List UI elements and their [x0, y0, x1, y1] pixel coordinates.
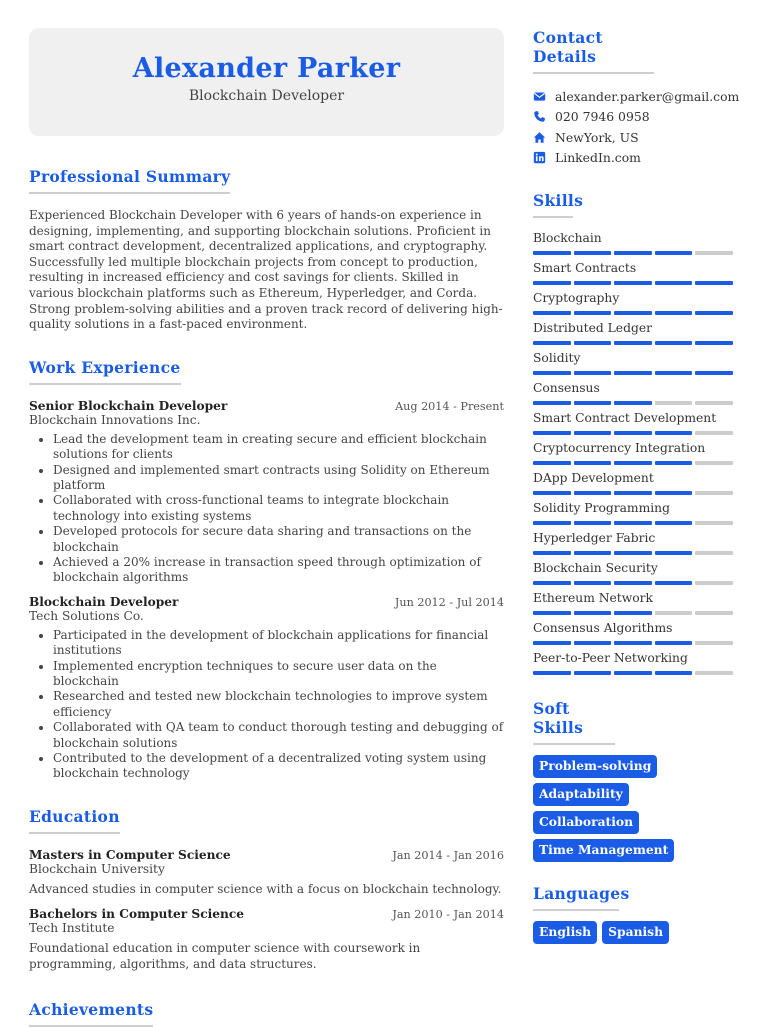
skill-item [533, 590, 738, 620]
language-tag: Spanish [602, 921, 669, 944]
skill-level-segment [695, 341, 733, 345]
skill-level-bar [533, 521, 738, 525]
skill-level-segment [533, 431, 571, 435]
soft-skills-tags [533, 755, 738, 862]
languages-section [533, 884, 738, 944]
skill-level-bar [533, 251, 738, 255]
skill-level-segment [614, 641, 652, 645]
skill-level-segment [574, 371, 612, 375]
skill-level-segment [574, 401, 612, 405]
experience-section [29, 358, 504, 782]
job-bullets [29, 628, 504, 782]
skill-level-segment [695, 251, 733, 255]
skill-level-segment [574, 551, 612, 555]
skill-level-segment [533, 281, 571, 285]
skill-name: Ethereum Network [533, 591, 653, 605]
job-title: Blockchain Developer [29, 594, 179, 609]
education-desc: Foundational education in computer science with coursework in programming, algorithms, and data structures. [29, 941, 421, 972]
summary-title: Professional Summary [29, 167, 230, 194]
achievements-section [29, 1000, 504, 1027]
job-bullet: • Collaborated with cross-functional teams to integrate blockchain technology into existing systems [53, 493, 504, 524]
soft-skill-tag: Time Management [533, 839, 674, 862]
contact-phone[interactable] [533, 107, 738, 128]
job-bullet: • Contributed to the development of a decentralized voting system using blockchain technology [53, 751, 504, 782]
contact-email[interactable] [533, 86, 738, 107]
skill-item [533, 260, 738, 290]
skill-level-segment [574, 251, 612, 255]
contact-email-text: alexander.parker@gmail.com [555, 88, 740, 104]
soft-skill-tag: Collaboration [533, 811, 639, 834]
skill-item [533, 440, 738, 470]
skill-level-segment [574, 461, 612, 465]
skill-level-segment [655, 341, 693, 345]
skill-level-segment [695, 581, 733, 585]
soft-skills-section [533, 699, 738, 862]
languages-title: Languages [533, 884, 619, 911]
skill-level-segment [655, 431, 693, 435]
contact-linkedin[interactable] [533, 148, 738, 169]
skill-level-segment [614, 461, 652, 465]
soft-skill-tag: Adaptability [533, 783, 629, 806]
job-bullet: • Designed and implemented smart contracts using Solidity on Ethereum platform [53, 463, 504, 494]
skill-level-segment [695, 671, 733, 675]
job-bullet: • Researched and tested new blockchain technologies to improve system efficiency [53, 689, 504, 720]
experience-title: Work Experience [29, 358, 181, 385]
sidebar [533, 28, 738, 944]
job-company: Tech Solutions Co. [29, 608, 144, 623]
skill-level-segment [695, 281, 733, 285]
job-bullet: • Achieved a 20% increase in transaction speed through optimization of blockchain algorithms [53, 555, 504, 586]
skill-level-segment [614, 611, 652, 615]
skill-level-bar [533, 671, 738, 675]
soft-skill-tag: Problem-solving [533, 755, 657, 778]
skill-level-segment [655, 581, 693, 585]
skill-level-segment [614, 371, 652, 375]
school: Blockchain University [29, 861, 165, 876]
skill-item [533, 620, 738, 650]
skill-level-segment [655, 311, 693, 315]
home-icon [533, 131, 546, 144]
skill-item [533, 560, 738, 590]
skill-name: Solidity Programming [533, 501, 670, 515]
summary-text: Experienced Blockchain Developer with 6 years of hands-on experience in designing, implementing, and supporting blockchain solutions. Proficient in smart contract development, decentralized applications, and cryptography. Successfully led multiple blockchain projects from concept to production, resulting in increased efficiency and cost savings for clients. Skilled in various blockchain platforms such as Ethereum, Hyperledger, and Corda. Strong problem-solving abilities and a proven track record of delivering high-quality solutions in a fast-paced environment. [29, 208, 503, 332]
skill-level-segment [695, 461, 733, 465]
skill-level-bar [533, 491, 738, 495]
skill-name: Smart Contract Development [533, 411, 717, 425]
skill-level-bar [533, 581, 738, 585]
skill-level-segment [614, 581, 652, 585]
skill-level-segment [533, 641, 571, 645]
skill-level-segment [695, 521, 733, 525]
job-bullets [29, 432, 504, 586]
skill-level-segment [695, 431, 733, 435]
envelope-icon [533, 90, 546, 103]
skill-level-segment [574, 611, 612, 615]
skill-level-bar [533, 431, 738, 435]
skill-item [533, 650, 738, 680]
skill-level-segment [574, 671, 612, 675]
skill-level-segment [695, 491, 733, 495]
contact-section [533, 28, 738, 168]
skill-name: Cryptography [533, 291, 620, 305]
skill-level-bar [533, 281, 738, 285]
skill-level-segment [614, 671, 652, 675]
skill-item [533, 470, 738, 500]
skill-level-segment [695, 641, 733, 645]
education-date: Jan 2010 - Jan 2014 [392, 908, 504, 922]
skill-level-segment [574, 341, 612, 345]
skill-name: DApp Development [533, 471, 654, 485]
skills-title: Skills [533, 191, 573, 218]
candidate-name: Alexander Parker [132, 53, 401, 84]
skill-level-segment [655, 251, 693, 255]
skill-level-segment [614, 311, 652, 315]
skill-level-segment [655, 371, 693, 375]
skill-level-segment [574, 431, 612, 435]
skill-name: Smart Contracts [533, 261, 637, 275]
skills-section [533, 191, 738, 680]
language-tags [533, 921, 738, 944]
education-section [29, 807, 504, 973]
contact-title: Contact Details [533, 28, 654, 74]
skill-level-segment [574, 491, 612, 495]
skill-level-bar [533, 401, 738, 405]
skill-level-segment [533, 521, 571, 525]
job-entry [29, 595, 504, 782]
skill-level-segment [695, 311, 733, 315]
education-entry [29, 907, 504, 972]
skill-level-segment [655, 461, 693, 465]
skill-level-segment [655, 551, 693, 555]
skill-level-bar [533, 611, 738, 615]
job-date: Aug 2014 - Present [395, 399, 504, 413]
skill-level-segment [614, 251, 652, 255]
skill-level-bar [533, 311, 738, 315]
skill-name: Hyperledger Fabric [533, 531, 656, 545]
skill-item [533, 320, 738, 350]
skill-level-segment [533, 461, 571, 465]
main-column [29, 28, 504, 1027]
skill-name: Distributed Ledger [533, 321, 652, 335]
job-company: Blockchain Innovations Inc. [29, 412, 201, 427]
candidate-role: Blockchain Developer [188, 88, 345, 104]
achievements-title: Achievements [29, 1000, 153, 1027]
skill-level-segment [574, 281, 612, 285]
skill-level-segment [533, 611, 571, 615]
job-bullet: • Participated in the development of blockchain applications for financial institutions [53, 628, 504, 659]
skill-level-bar [533, 341, 738, 345]
education-entry [29, 848, 504, 898]
skill-level-bar [533, 551, 738, 555]
skill-level-segment [574, 521, 612, 525]
header [29, 28, 504, 136]
skills-list [533, 230, 738, 680]
contact-phone-text: 020 7946 0958 [555, 109, 650, 125]
skill-level-segment [695, 371, 733, 375]
skill-level-segment [655, 671, 693, 675]
skill-name: Blockchain [533, 231, 602, 245]
school: Tech Institute [29, 921, 115, 936]
skill-level-segment [655, 401, 693, 405]
skill-level-segment [533, 551, 571, 555]
skill-level-segment [614, 521, 652, 525]
degree: Bachelors in Computer Science [29, 907, 245, 922]
skill-level-segment [695, 551, 733, 555]
skill-item [533, 530, 738, 560]
skill-level-segment [574, 581, 612, 585]
skill-item [533, 500, 738, 530]
linkedin-icon [533, 151, 546, 164]
job-bullet: • Developed protocols for secure data sharing and transactions on the blockchain [53, 524, 504, 555]
contact-location-text: NewYork, US [555, 129, 639, 145]
education-title: Education [29, 807, 120, 834]
skill-level-segment [655, 641, 693, 645]
skill-level-segment [533, 341, 571, 345]
skill-level-segment [533, 401, 571, 405]
skill-name: Peer-to-Peer Networking [533, 651, 688, 665]
summary-section [29, 167, 504, 333]
skill-level-segment [533, 491, 571, 495]
contact-location [533, 127, 738, 148]
job-title: Senior Blockchain Developer [29, 398, 228, 413]
education-date: Jan 2014 - Jan 2016 [392, 848, 504, 862]
contact-linkedin-text: LinkedIn.com [555, 150, 641, 166]
skill-item [533, 290, 738, 320]
soft-skills-title: Soft Skills [533, 699, 615, 745]
skill-level-segment [614, 491, 652, 495]
skill-level-segment [614, 341, 652, 345]
skill-level-segment [533, 581, 571, 585]
job-date: Jun 2012 - Jul 2014 [394, 595, 504, 609]
education-desc: Advanced studies in computer science with a focus on blockchain technology. [29, 881, 502, 896]
skill-name: Blockchain Security [533, 561, 658, 575]
job-entry [29, 399, 504, 586]
skill-name: Solidity [533, 351, 581, 365]
skill-level-segment [533, 311, 571, 315]
skill-level-segment [614, 281, 652, 285]
skill-name: Cryptocurrency Integration [533, 441, 706, 455]
job-bullet: • Collaborated with QA team to conduct thorough testing and debugging of blockchain solutions [53, 720, 504, 751]
skill-level-bar [533, 641, 738, 645]
skill-level-segment [533, 371, 571, 375]
job-bullet: • Implemented encryption techniques to secure user data on the blockchain [53, 659, 504, 690]
skill-level-segment [614, 401, 652, 405]
skill-level-segment [655, 491, 693, 495]
skill-level-bar [533, 461, 738, 465]
degree: Masters in Computer Science [29, 847, 231, 862]
skill-level-segment [655, 281, 693, 285]
skill-level-segment [614, 431, 652, 435]
skill-name: Consensus Algorithms [533, 621, 673, 635]
language-tag: English [533, 921, 597, 944]
skill-level-segment [533, 671, 571, 675]
phone-icon [533, 110, 546, 123]
skill-level-bar [533, 371, 738, 375]
skill-level-segment [655, 611, 693, 615]
skill-level-segment [695, 401, 733, 405]
skill-level-segment [574, 641, 612, 645]
skill-level-segment [655, 521, 693, 525]
skill-level-segment [695, 611, 733, 615]
skill-name: Consensus [533, 381, 600, 395]
skill-item [533, 380, 738, 410]
skill-item [533, 230, 738, 260]
skill-item [533, 350, 738, 380]
skill-level-segment [533, 251, 571, 255]
skill-level-segment [614, 551, 652, 555]
job-bullet: • Lead the development team in creating secure and efficient blockchain solutions for clients [53, 432, 504, 463]
skill-item [533, 410, 738, 440]
skill-level-segment [574, 311, 612, 315]
